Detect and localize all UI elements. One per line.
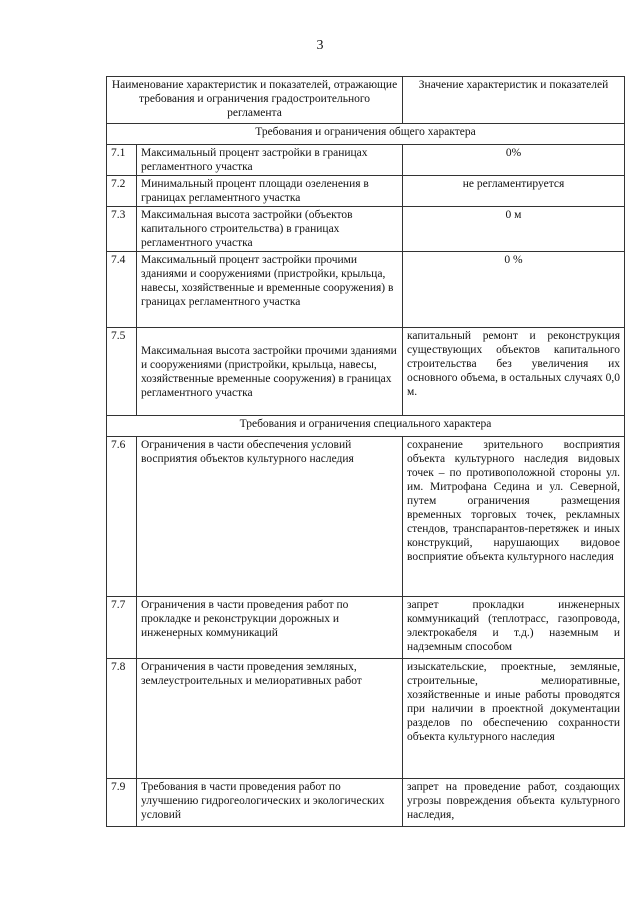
row-name: Максимальный процент застройки прочими зданиями и сооружениями (пристройки, крыльца, навесы, хозяйственные и временные сооружения) в границах регламентного участка [137,252,403,328]
row-value: 0% [403,145,625,176]
page-number: 3 [316,38,324,53]
header-value-cell: Значение характеристик и показателей [403,77,625,124]
row-value: запрет прокладки инженерных коммуникаций (теплотрасс, газопровода, электрокабеля и т.д.) наземным и надземным способом [403,597,625,659]
row-name: Максимальная высота застройки (объектов капитального строительства) в границах регламентного участка [137,207,403,252]
row-number: 7.9 [107,779,137,827]
row-number: 7.7 [107,597,137,659]
table-row [107,597,625,659]
row-name: Ограничения в части проведения земляных, землеустроительных и мелиоративных работ [137,659,403,779]
table-header-row [107,77,625,124]
table-row [107,207,625,252]
row-name: Минимальный процент площади озеленения в границах регламентного участка [137,176,403,207]
row-name: Максимальная высота застройки прочими зданиями и сооружениями (пристройки, крыльца, навесы, хозяйственные временные сооружения) в границах регламентного участка [137,328,403,416]
row-number: 7.8 [107,659,137,779]
table-row [107,659,625,779]
table-row [107,252,625,328]
section-row-general [107,124,625,145]
section-title: Требования и ограничения общего характера [107,124,625,145]
row-number: 7.5 [107,328,137,416]
row-value: не регламентируется [403,176,625,207]
row-name: Ограничения в части проведения работ по прокладке и реконструкции дорожных и инженерных коммуникаций [137,597,403,659]
row-value: изыскательские, проектные, земляные, строительные, мелиоративные, хозяйственные и иные работы проводятся при наличии в проектной документации разделов по обеспечению сохранности объекта культурного наследия [403,659,625,779]
row-number: 7.1 [107,145,137,176]
row-value: запрет на проведение работ, создающих угрозы повреждения объекта культурного наследия, [403,779,625,827]
regulation-table [106,76,625,827]
table-row [107,437,625,597]
section-row-special [107,416,625,437]
row-number: 7.3 [107,207,137,252]
table-row [107,328,625,416]
row-value: 0 % [403,252,625,328]
section-title: Требования и ограничения специального характера [107,416,625,437]
row-number: 7.2 [107,176,137,207]
table-row [107,779,625,827]
row-value: капитальный ремонт и реконструкция существующих объектов капитального строительства без увеличения их основного объема, в остальных случаях 0,0 м. [403,328,625,416]
table-row [107,145,625,176]
table-row [107,176,625,207]
row-value: сохранение зрительного восприятия объекта культурного наследия видовых точек – по противоположной стороны ул. им. Митрофана Седина и ул. Северной, путем ограничения размещения временных торговых точек, рекламных стендов, транспарантов-перетяжек и иных конструкций, нарушающих видовое восприятие объекта культурного наследия [403,437,625,597]
row-name: Ограничения в части обеспечения условий восприятия объектов культурного наследия [137,437,403,597]
row-name: Требования в части проведения работ по улучшению гидрогеологических и экологических условий [137,779,403,827]
header-name-cell: Наименование характеристик и показателей, отражающие требования и ограничения градостроительного регламента [107,77,403,124]
row-name: Максимальный процент застройки в границах регламентного участка [137,145,403,176]
row-number: 7.6 [107,437,137,597]
row-value: 0 м [403,207,625,252]
row-number: 7.4 [107,252,137,328]
